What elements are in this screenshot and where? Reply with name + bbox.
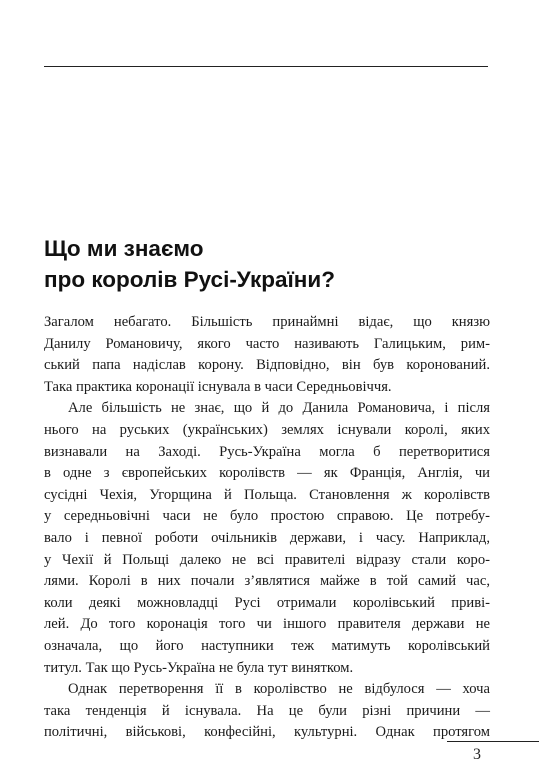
text-line: політичні, військові, конфесійні, культурні. Однак протягом (44, 724, 490, 741)
text-line: Данилу Романовичу, якого часто називають Галицьким, рим- (44, 335, 490, 352)
heading-line-1: Що ми знаємо (44, 236, 204, 261)
page-number: 3 (473, 746, 481, 763)
heading-line-2: про королів Русі-України? (44, 267, 335, 292)
text-line: титул. Так що Русь-Україна не була тут винятком. (44, 659, 354, 676)
text-line: в одне з європейських королівств — як Франція, Англія, чи (44, 465, 490, 482)
top-rule (44, 66, 488, 67)
text-line: Загалом небагато. Більшість принаймні відає, що князю (44, 314, 490, 330)
text-line: Але більшість не знає, що й до Данила Романовича, і після (68, 400, 490, 417)
text-line: Така практика коронації існувала в часи Середньовіччя. (44, 378, 392, 395)
text-line: коли деякі можновладці Русі отримали королівський приві- (44, 594, 490, 611)
text-line: така тенденція й існувала. На це були різні причини — (44, 702, 490, 719)
text-line: лями. Королі в них почали з’являтися майже в той самий час, (44, 573, 490, 590)
text-line: Однак перетворення її в королівство не відбулося — хоча (68, 681, 490, 698)
text-line: лей. До того коронація того чи іншого правителя держави не (44, 616, 490, 633)
text-line: ський папа надіслав корону. Відповідно, він був коронований. (44, 357, 490, 374)
text-line: у Чехії й Польщі далеко не всі правителі відразу стали коро- (44, 551, 490, 568)
page-heading (44, 233, 335, 295)
text-line: у середньовічні часи не було простою справою. Це потребу- (44, 508, 490, 525)
body-text (44, 312, 490, 744)
text-line: нього на руських (українських) землях існували королі, яких (44, 421, 490, 438)
text-line: визнавали на Заході. Русь-Україна могла б перетворитися (44, 443, 490, 460)
text-line: сусідні Чехія, Угорщина й Польща. Становлення ж королівств (44, 486, 490, 503)
footer-rule (447, 741, 539, 742)
text-line: означала, що його наступники теж матимуть королівський (44, 637, 490, 654)
text-line: вало і певної роботи очільників держави, і часу. Наприклад, (44, 529, 490, 546)
